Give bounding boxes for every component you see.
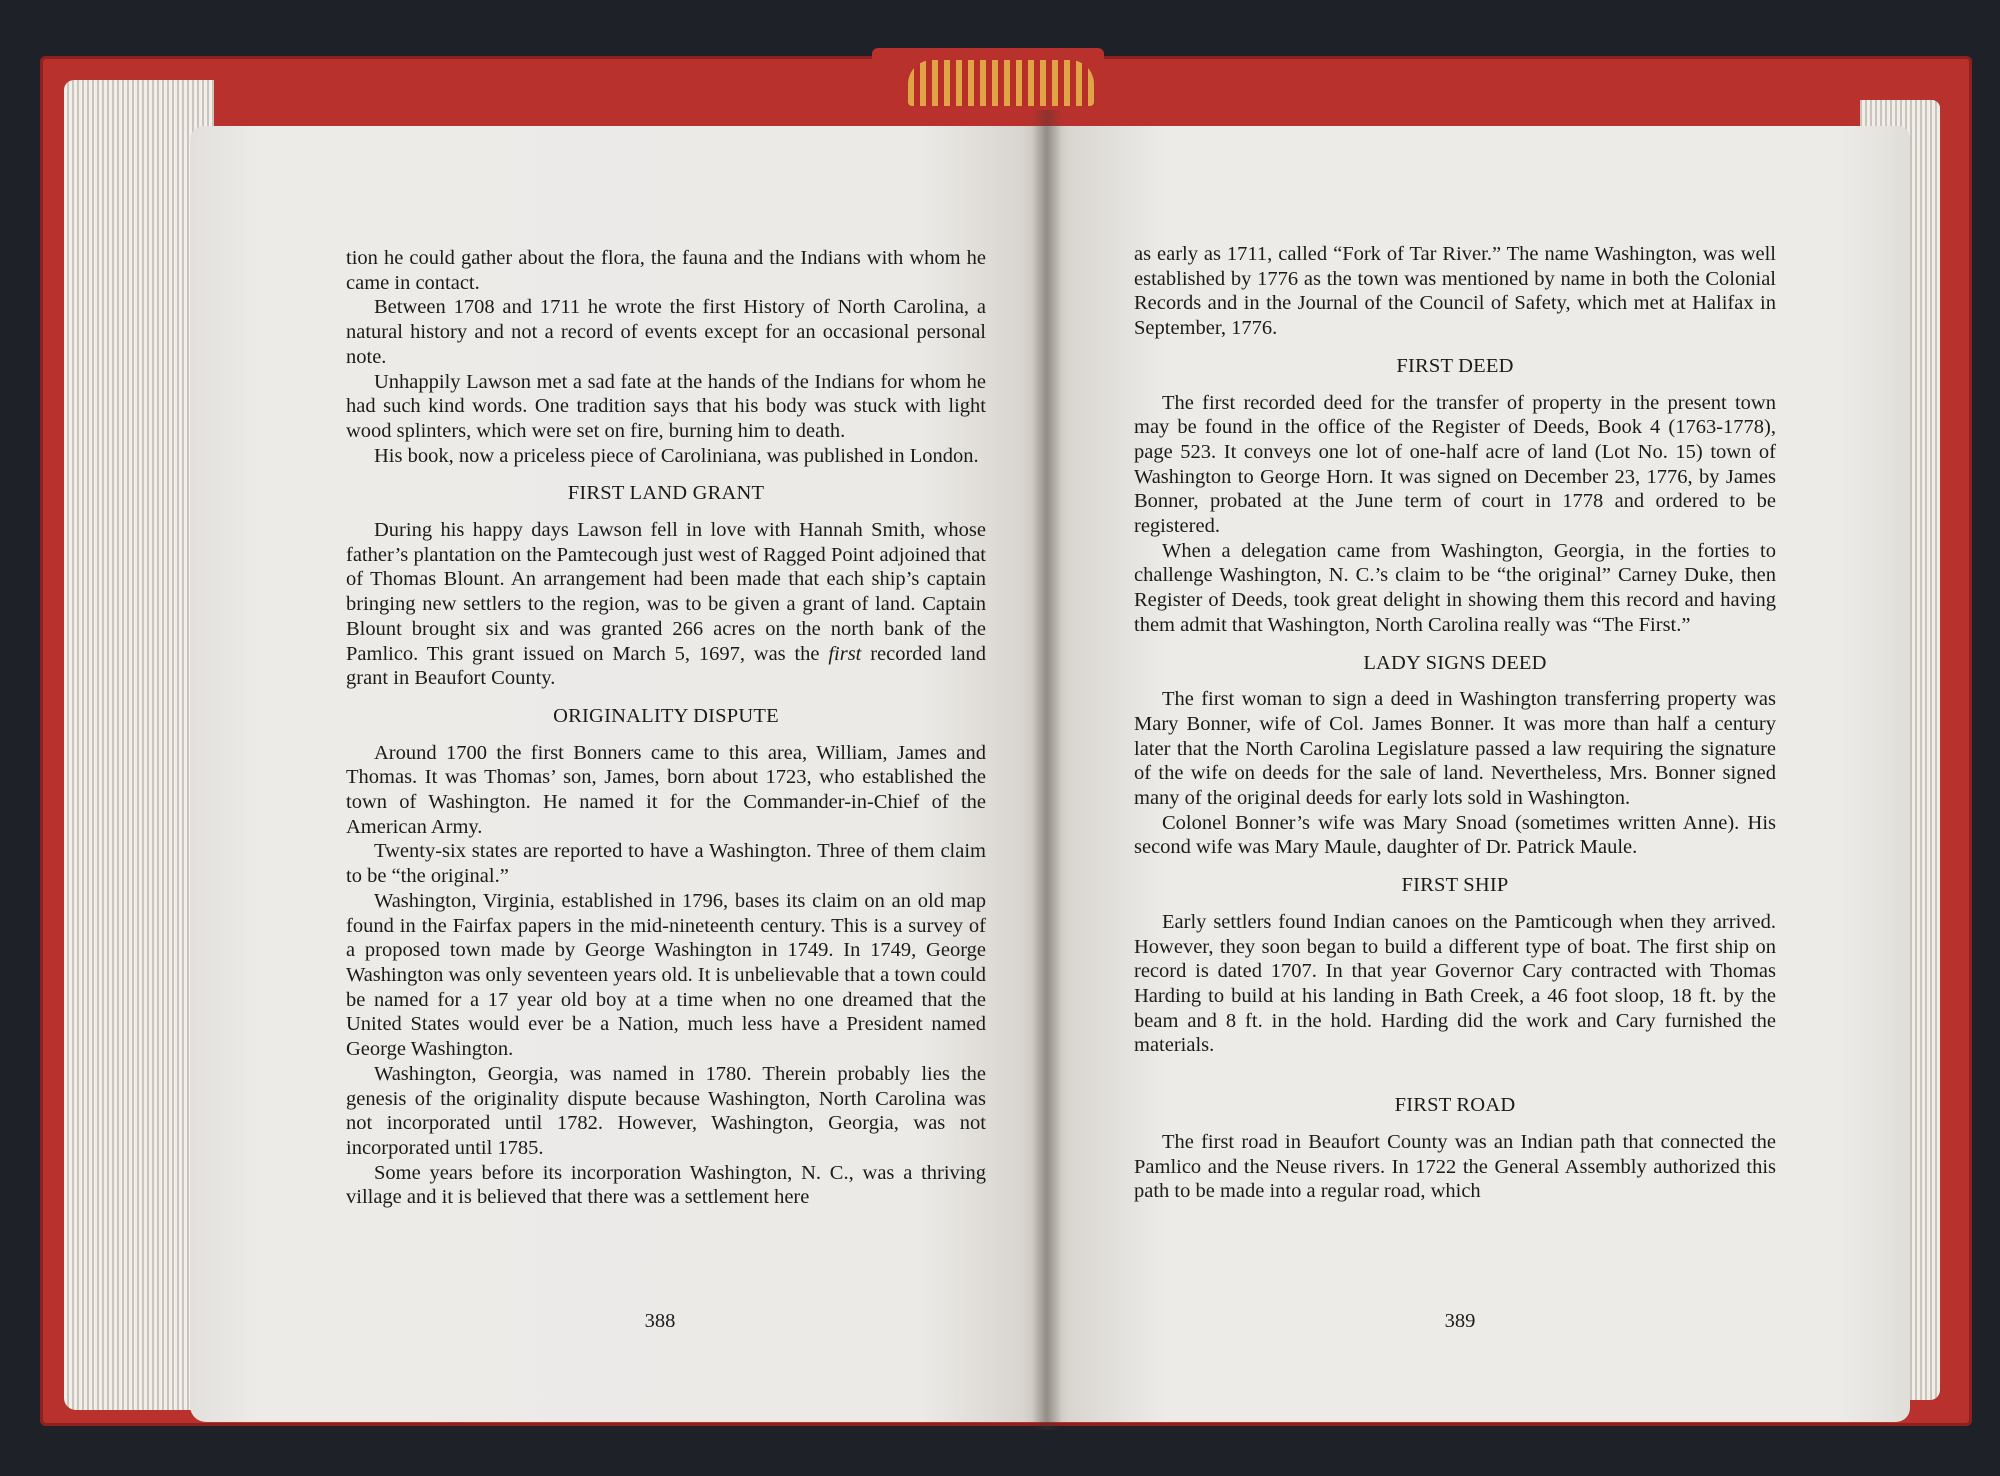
section-heading: FIRST LAND GRANT xyxy=(567,482,765,505)
paragraph: Washington, Georgia, was named in 1780. Therein probably lies the genesis of the originality dispute because Washington, North Carolina was not incorporated until 1782. However, Washington, Georgia, was not incorporated until 1785. xyxy=(346,1062,986,1159)
spacer xyxy=(1134,1058,1776,1080)
text-run: During his happy days Lawson fell in love with Hannah Smith, whose father’s plantation on the Pamtecough just west of Ragged Point adjoined that of Thomas Blount. An arrangement had been made that each ship’s captain bringing new settlers to the region, was to be given a grant of land. Captain Blount brought six and was granted 266 acres on the north bank of the Pamlico. This grant issued on March 5, 1697, was the xyxy=(346,519,986,665)
section-heading: FIRST ROAD xyxy=(1394,1094,1516,1117)
emphasis-text: first xyxy=(828,642,862,665)
headband xyxy=(908,60,1094,106)
text-run: recorded land grant in Beaufort County. xyxy=(346,642,986,690)
gutter-shadow xyxy=(1032,110,1062,1430)
paragraph: tion he could gather about the flora, the fauna and the Indians with whom he came in contact. xyxy=(346,247,986,294)
section-heading: LADY SIGNS DEED xyxy=(1363,651,1547,674)
paragraph: The first woman to sign a deed in Washington transferring property was Mary Bonner, wife of Col. James Bonner. It was more than half a century later that the North Carolina Legislature passed a law requiring the signature of the wife on deeds for the sale of land. Nevertheless, Mrs. Bonner signed many of the original deeds for early lots sold in Washington. xyxy=(1134,688,1776,810)
page-number: 389 xyxy=(1444,1310,1476,1332)
paragraph: Unhappily Lawson met a sad fate at the hands of the Indians for whom he had such kind words. One tradition says that his body was stuck with light wood splinters, which were set on fire, burning him to death. xyxy=(346,370,986,442)
left-page-text xyxy=(346,246,986,1210)
paragraph: Some years before its incorporation Washington, N. C., was a thriving village and it is believed that there was a settlement here xyxy=(346,1161,986,1209)
paragraph: Twenty-six states are reported to have a Washington. Three of them claim to be “the original.” xyxy=(346,840,986,888)
paragraph: Colonel Bonner’s wife was Mary Snoad (sometimes written Anne). His second wife was Mary Maule, daughter of Dr. Patrick Maule. xyxy=(1134,811,1776,859)
paragraph: as early as 1711, called “Fork of Tar River.” The name Washington, was well established by 1776 as the town was mentioned by name in both the Colonial Records and in the Journal of the Council of Safety, which met at Halifax in September, 1776. xyxy=(1134,243,1776,340)
section-heading: FIRST SHIP xyxy=(1401,874,1509,897)
right-page-text xyxy=(1134,242,1776,1204)
page-number: 388 xyxy=(644,1310,676,1332)
paragraph: Between 1708 and 1711 he wrote the first History of North Carolina, a natural history and not a record of events except for an occasional personal note. xyxy=(346,296,986,368)
paragraph: The first road in Beaufort County was an Indian path that connected the Pamlico and the Neuse rivers. In 1722 the General Assembly authorized this path to be made into a regular road, which xyxy=(1134,1130,1776,1203)
paragraph: His book, now a priceless piece of Caroliniana, was published in London. xyxy=(374,444,979,467)
paragraph: Early settlers found Indian canoes on the Pamticough when they arrived. However, they soon began to build a different type of boat. The first ship on record is dated 1707. In that year Governor Cary contracted with Thomas Harding to build at his landing in Bath Creek, a 46 foot sloop, 18 ft. by the beam and 8 ft. in the hold. Harding did the work and Cary furnished the materials. xyxy=(1134,910,1776,1057)
paragraph: The first recorded deed for the transfer of property in the present town may be found in the office of the Register of Deeds, Book 4 (1763-1778), page 523. It conveys one lot of one-half acre of land (Lot No. 15) town of Washington to George Horn. It was signed on December 23, 1776, by James Bonner, probated at the June term of court in 1778 and ordered to be registered. xyxy=(1134,391,1776,538)
section-heading: ORIGINALITY DISPUTE xyxy=(553,704,779,727)
paragraph: When a delegation came from Washington, Georgia, in the forties to challenge Washington, N. C.’s claim to be “the original” Carney Duke, then Register of Deeds, took great delight in showing them this record and having them admit that Washington, North Carolina really was “The First.” xyxy=(1134,539,1776,636)
paragraph: Washington, Virginia, established in 1796, bases its claim on an old map found in the Fairfax papers in the mid-nineteenth century. This is a survey of a proposed town made by George Washington in 1749. In 1749, George Washington was only seventeen years old. It is unbelievable that a town could be named for a 17 year old boy at a time when no one dreamed that the United States would ever be a Nation, much less have a President named George Washington. xyxy=(346,889,986,1061)
paragraph xyxy=(346,518,986,691)
paragraph: Around 1700 the first Bonners came to this area, William, James and Thomas. It was Thomas’ son, James, born about 1723, who established the town of Washington. He named it for the Commander-in-Chief of the American Army. xyxy=(346,741,986,838)
section-heading: FIRST DEED xyxy=(1396,354,1514,377)
